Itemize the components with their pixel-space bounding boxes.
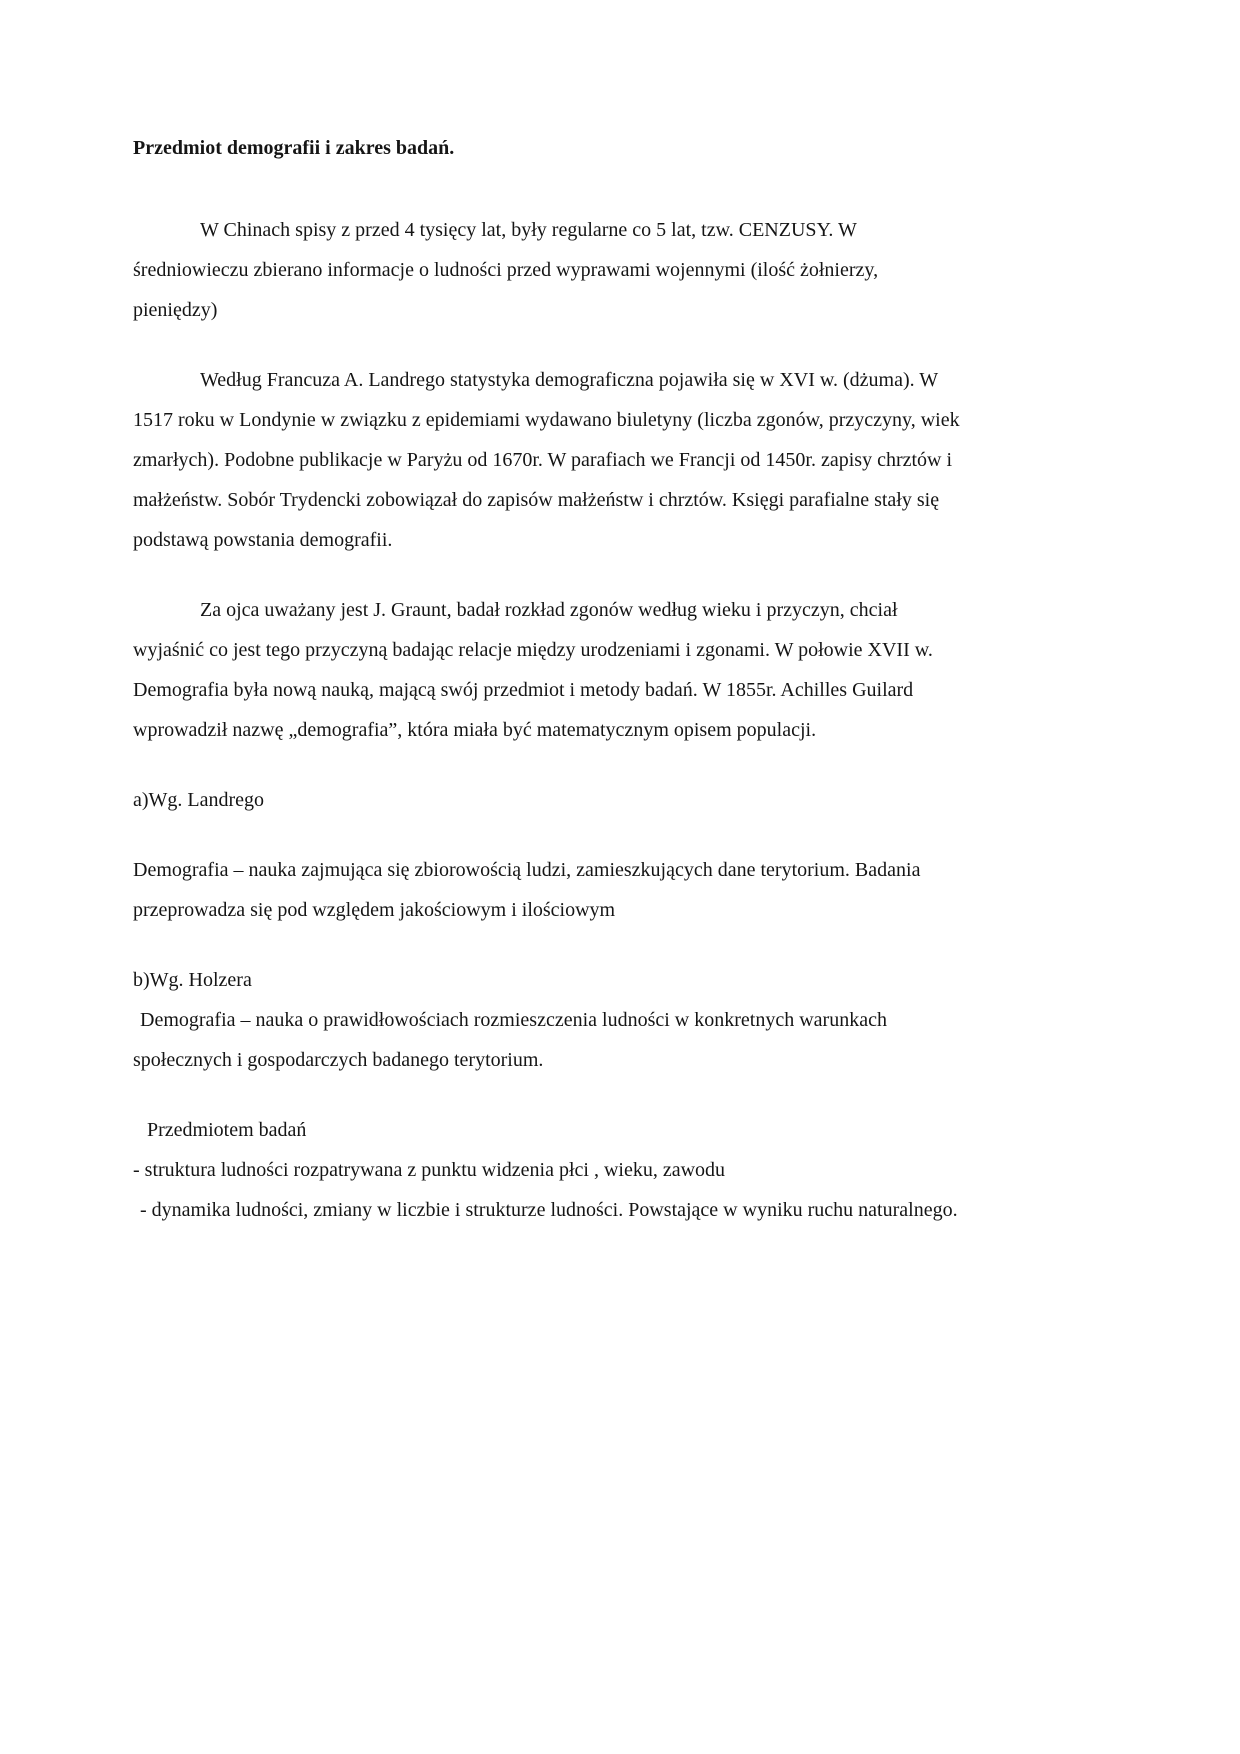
paragraph-landry-history: Według Francuza A. Landrego statystyka demograficzna pojawiła się w XVI w. (dżuma). W 1517 roku w Londynie w związku z epidemiami wydawano biuletyny (liczba zgonów, przyczyny, wiek zmarłych). Podobne publikacje w Paryżu od 1670r. W parafiach we Francji od 1450r. zapisy chrztów i małżeństw. Sobór Trydencki zobowiązał do zapisów małżeństw i chrztów. Księgi parafialne stały się podstawą powstania demografii.	[133, 369, 960, 551]
paragraph-holzer-definition: Demografia – nauka o prawidłowościach rozmieszczenia ludności w konkretnych warunkach społecznych i gospodarczych badanego terytorium.	[133, 1009, 887, 1071]
list-item-population-dynamics: - dynamika ludności, zmiany w liczbie i strukturze ludności. Powstające w wyniku ruchu naturalnego.	[140, 1199, 958, 1221]
paragraph-china-censuses: W Chinach spisy z przed 4 tysięcy lat, były regularne co 5 lat, tzw. CENZUSY. W średniowieczu zbierano informacje o ludności przed wyprawami wojennymi (ilość żołnierzy, pieniędzy)	[133, 219, 879, 321]
heading-subject-of-research: Przedmiotem badań	[147, 1119, 307, 1141]
paragraph-graunt: Za ojca uważany jest J. Graunt, badał rozkład zgonów według wieku i przyczyn, chciał wyjaśnić co jest tego przyczyną badając relacje między urodzeniami i zgonami. W połowie XVII w. Demografia była nową nauką, mającą swój przedmiot i metody badań. W 1855r. Achilles Guilard wprowadził nazwę „demografia”, która miała być matematycznym opisem populacji.	[133, 599, 933, 741]
document-title: Przedmiot demografii i zakres badań.	[133, 137, 455, 159]
heading-landry: a)Wg. Landrego	[133, 789, 265, 811]
section-holzer	[133, 960, 962, 1080]
list-item-population-structure: - struktura ludności rozpatrywana z punktu widzenia płci , wieku, zawodu	[133, 1159, 726, 1181]
paragraph-landry-definition: Demografia – nauka zajmująca się zbiorowością ludzi, zamieszkujących dane terytorium. Badania przeprowadza się pod względem jakościowym i ilościowym	[133, 859, 921, 921]
heading-holzer: b)Wg. Holzera	[133, 969, 252, 991]
section-subject-of-research	[133, 1110, 962, 1230]
